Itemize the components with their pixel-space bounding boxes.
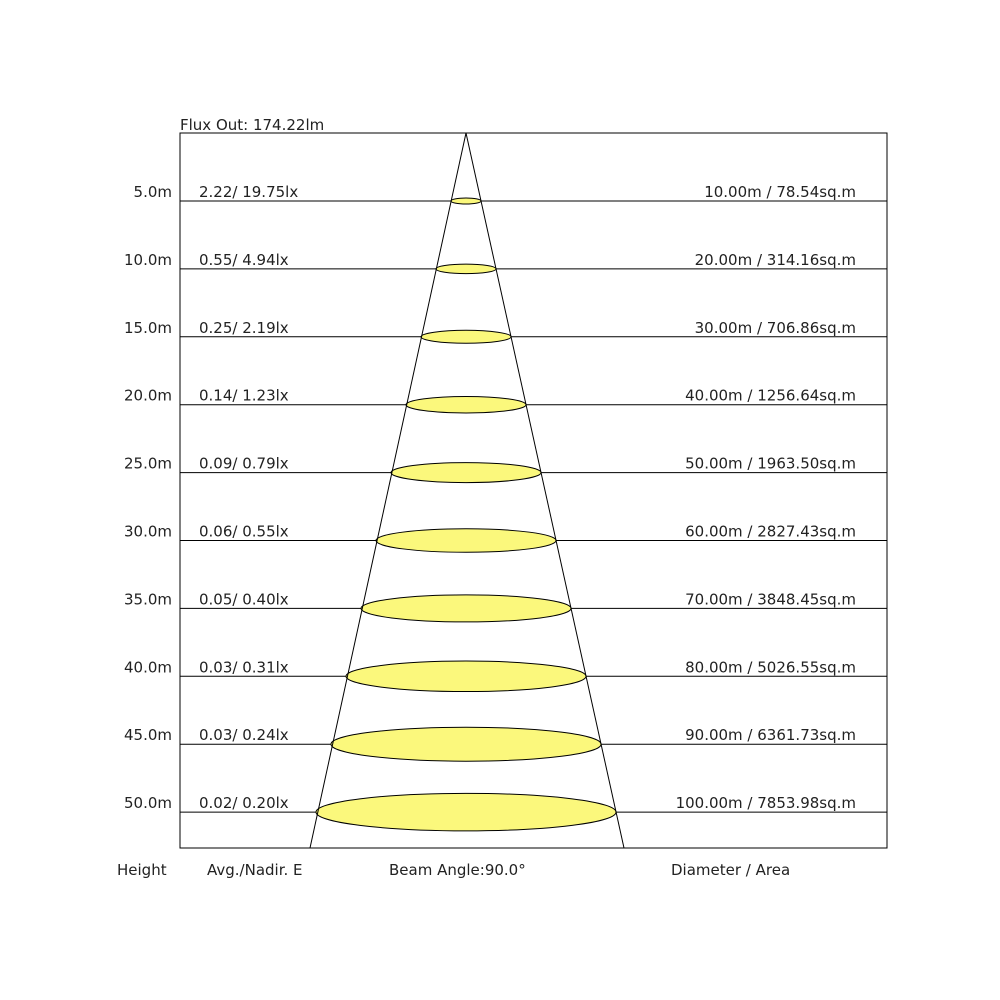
- row-height-label: 15.0m: [123, 318, 172, 337]
- row-diameter-area-label: 30.00m / 706.86sq.m: [694, 318, 856, 337]
- row-height-label: 20.0m: [123, 386, 172, 405]
- row-diameter-area-label: 20.00m / 314.16sq.m: [694, 250, 856, 269]
- row-diameter-area-label: 10.00m / 78.54sq.m: [704, 183, 856, 201]
- row-illuminance-label: 0.55/ 4.94lx: [199, 250, 289, 269]
- row-height-label: 10.0m: [123, 250, 172, 269]
- illuminated-area-ellipse: [451, 198, 481, 204]
- row-diameter-area-label: 40.00m / 1256.64sq.m: [685, 386, 856, 405]
- illuminated-area-ellipse: [346, 661, 586, 692]
- illuminated-area-ellipse: [331, 727, 601, 761]
- row-height-label: 50.0m: [123, 794, 172, 813]
- beam-row: [124, 523, 887, 553]
- row-height-label: 40.0m: [123, 658, 172, 677]
- row-illuminance-label: 0.25/ 2.19lx: [199, 318, 289, 337]
- row-diameter-area-label: 70.00m / 3848.45sq.m: [685, 590, 856, 609]
- illuminated-area-ellipse: [391, 463, 541, 483]
- row-illuminance-label: 0.14/ 1.23lx: [199, 386, 289, 405]
- row-diameter-area-label: 90.00m / 6361.73sq.m: [685, 726, 856, 745]
- beam-row: [124, 387, 887, 413]
- row-illuminance-label: 2.22/ 19.75lx: [199, 183, 299, 201]
- row-illuminance-label: 0.05/ 0.40lx: [199, 590, 289, 609]
- footer-height-label: Height: [117, 861, 167, 879]
- row-height-label: 30.0m: [123, 522, 172, 541]
- illuminated-area-ellipse: [436, 264, 496, 274]
- illuminated-area-ellipse: [421, 330, 511, 343]
- row-height-label: 45.0m: [123, 726, 172, 745]
- beam-row: [124, 726, 887, 761]
- beam-row: [134, 183, 887, 204]
- row-height-label: 35.0m: [123, 590, 172, 609]
- beam-row: [124, 658, 887, 691]
- rows-layer: [124, 183, 887, 831]
- row-diameter-area-label: 80.00m / 5026.55sq.m: [685, 658, 856, 677]
- footer-avg-nadir-label: Avg./Nadir. E: [207, 861, 303, 879]
- illuminated-area-ellipse: [406, 396, 526, 413]
- row-diameter-area-label: 100.00m / 7853.98sq.m: [675, 794, 856, 813]
- row-illuminance-label: 0.06/ 0.55lx: [199, 522, 289, 541]
- row-height-label: 5.0m: [133, 183, 172, 201]
- row-diameter-area-label: 60.00m / 2827.43sq.m: [685, 522, 856, 541]
- row-height-label: 25.0m: [123, 454, 172, 473]
- beam-row: [124, 251, 887, 274]
- row-diameter-area-label: 50.00m / 1963.50sq.m: [685, 454, 856, 473]
- beam-row: [124, 793, 887, 831]
- beam-row: [124, 319, 887, 344]
- footer-diameter-area-label: Diameter / Area: [671, 861, 791, 879]
- row-illuminance-label: 0.03/ 0.24lx: [199, 726, 289, 745]
- illuminated-area-ellipse: [361, 595, 571, 622]
- flux-out-label: Flux Out: 174.22lm: [180, 116, 325, 134]
- row-illuminance-label: 0.09/ 0.79lx: [199, 454, 289, 473]
- illuminated-area-ellipse: [316, 793, 616, 831]
- row-illuminance-label: 0.03/ 0.31lx: [199, 658, 289, 677]
- footer-beam-angle-label: Beam Angle:90.0°: [389, 861, 526, 879]
- beam-row: [124, 455, 887, 483]
- illuminated-area-ellipse: [376, 529, 556, 553]
- row-illuminance-label: 0.02/ 0.20lx: [199, 794, 289, 813]
- beam-row: [124, 590, 887, 622]
